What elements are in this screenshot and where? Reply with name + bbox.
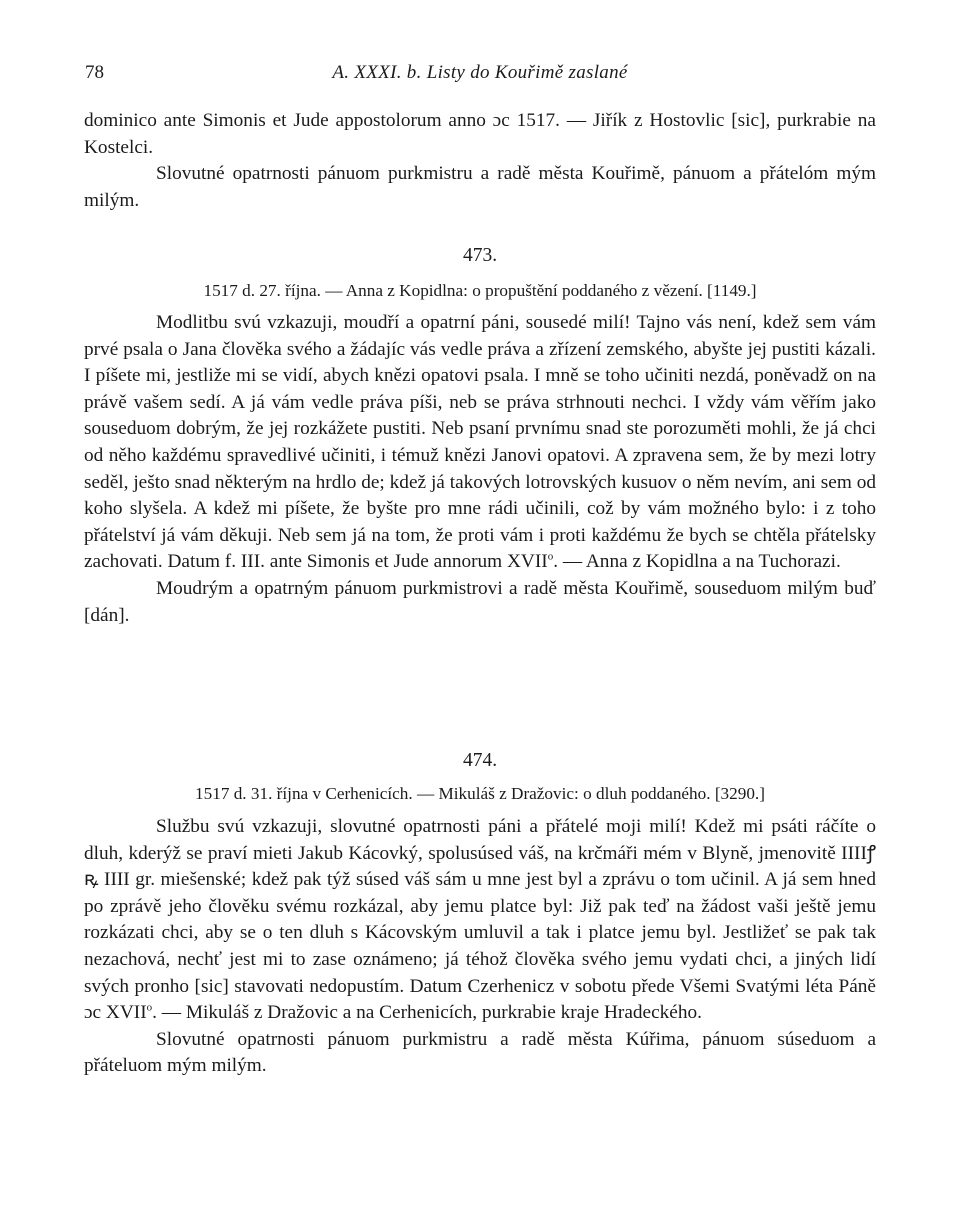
letter-address-473: Moudrým a opatrným pánuom purkmistrovi a radě města Kouřimě, souseduom milým buď [dán].	[84, 577, 876, 626]
running-title: A. XXXI. b. Listy do Kouřimě zaslané	[332, 62, 628, 83]
superscript-o: o	[146, 1001, 153, 1014]
letter-heading-473: 1517 d. 27. října. — Anna z Kopidlna: o propuštění poddaného z vězení. [1149.]	[203, 281, 757, 300]
page-number: 78	[85, 62, 104, 83]
letter-474	[84, 814, 876, 1080]
letter-signature: . — Mikuláš z Dražovic a na Cerhenicích, purkrabie kraje Hradeckého.	[152, 1002, 702, 1024]
letter-body-473	[84, 310, 876, 576]
letter-body-text: Službu svú vzkazuji, slovutné opatrnosti páni a přátelé moji milí! Kdež mi psáti ráčíte o dluh, kderýž se praví mieti Jakub Kácovký, spolusúsed váš, na krčmáři mém v Blyně, jmenovitě IIIIꝭ ꝶ IIII gr. miešenské; kdež pak týž súsed váš sám u mne jest byl a zprávu o tom učinil. A já sem hned po zprávě jeho člověku svému rozkázal, aby jemu platce byl: Již pak teď na žádost vaši ještě jemu rozkázati chci, aby se o ten dluh s Kácovským umluvil a tak i platce jemu byl. Jestližeť se pak tak nezachová, nechť jest mi to zase oznámeno; já téhož člověka svého jemu vydati chci, a jiných lidí svých pronho [sic] stavovati nedopustím. Datum Czerhenicz v sobotu přede Všemi Svatými léta Páně ɔc XVII	[84, 816, 876, 1024]
letter-number-473: 473.	[462, 245, 498, 266]
letter-address-474: Slovutné opatrnosti pánuom purkmistru a radě města Kúřima, pánuom súseduom a přáteluom mým milým.	[84, 1028, 876, 1077]
letter-heading-474: 1517 d. 31. října v Cerhenicích. — Mikuláš z Dražovic: o dluh poddaného. [3290.]	[195, 784, 765, 803]
letter-body-text: Modlitbu svú vzkazuji, moudří a opatrní páni, sousedé milí! Tajno vás není, kdež sem vám prvé psala o Jana člověka svého a žádajíc vás vedle práva a zřízení zemského, abyšte jej pustiti kázali. I píšete mi, jestliže mi se vidí, abych knězi opatovi psala. I mně se toho učiniti nezdá, poněvadž on na právě vašem sedí. A já vám vedle práva píši, neb se práva strhnouti nechci. I vždy vám věřím jako souseduom dobrým, že jej rozkážete pustiti. Neb psaní prvnímu snad ste porozuměti mohli, že já chci od něho každému spravedlivé učiniti, i témuž knězi Janovi opatovi. A zpravena sem, že by mezi lotry seděl, ješto snad některým na hrdlo de; kdež já takových lotrovských kusuov o něm nevím, ani sem od koho slyšela. A kdež mi píšete, že byšte pro mne rádi učinili, což by vám možného bylo: i z toho přátelství já vám děkuji. Neb sem já na tom, že proti vám i proti každému že bych se chtěla přátelsky zachovati. Datum f. III. ante Simonis et Jude annorum XVII	[84, 312, 876, 573]
letter-number-474: 474.	[462, 750, 498, 771]
intro-closing: dominico ante Simonis et Jude appostolorum anno ɔc 1517. — Jiřík z Hostovlic [sic], purkrabie na Kostelci.	[84, 110, 876, 158]
superscript-o: o	[547, 550, 554, 563]
letter-signature: . — Anna z Kopidlna a na Tuchorazi.	[553, 551, 841, 573]
letter-body-474	[84, 814, 876, 1027]
intro-address: Slovutné opatrnosti pánuom purkmistru a radě města Kouřimě, pánuom a přátelóm mým milým.	[84, 163, 876, 211]
letter-473	[84, 310, 876, 629]
intro-section	[84, 108, 876, 214]
